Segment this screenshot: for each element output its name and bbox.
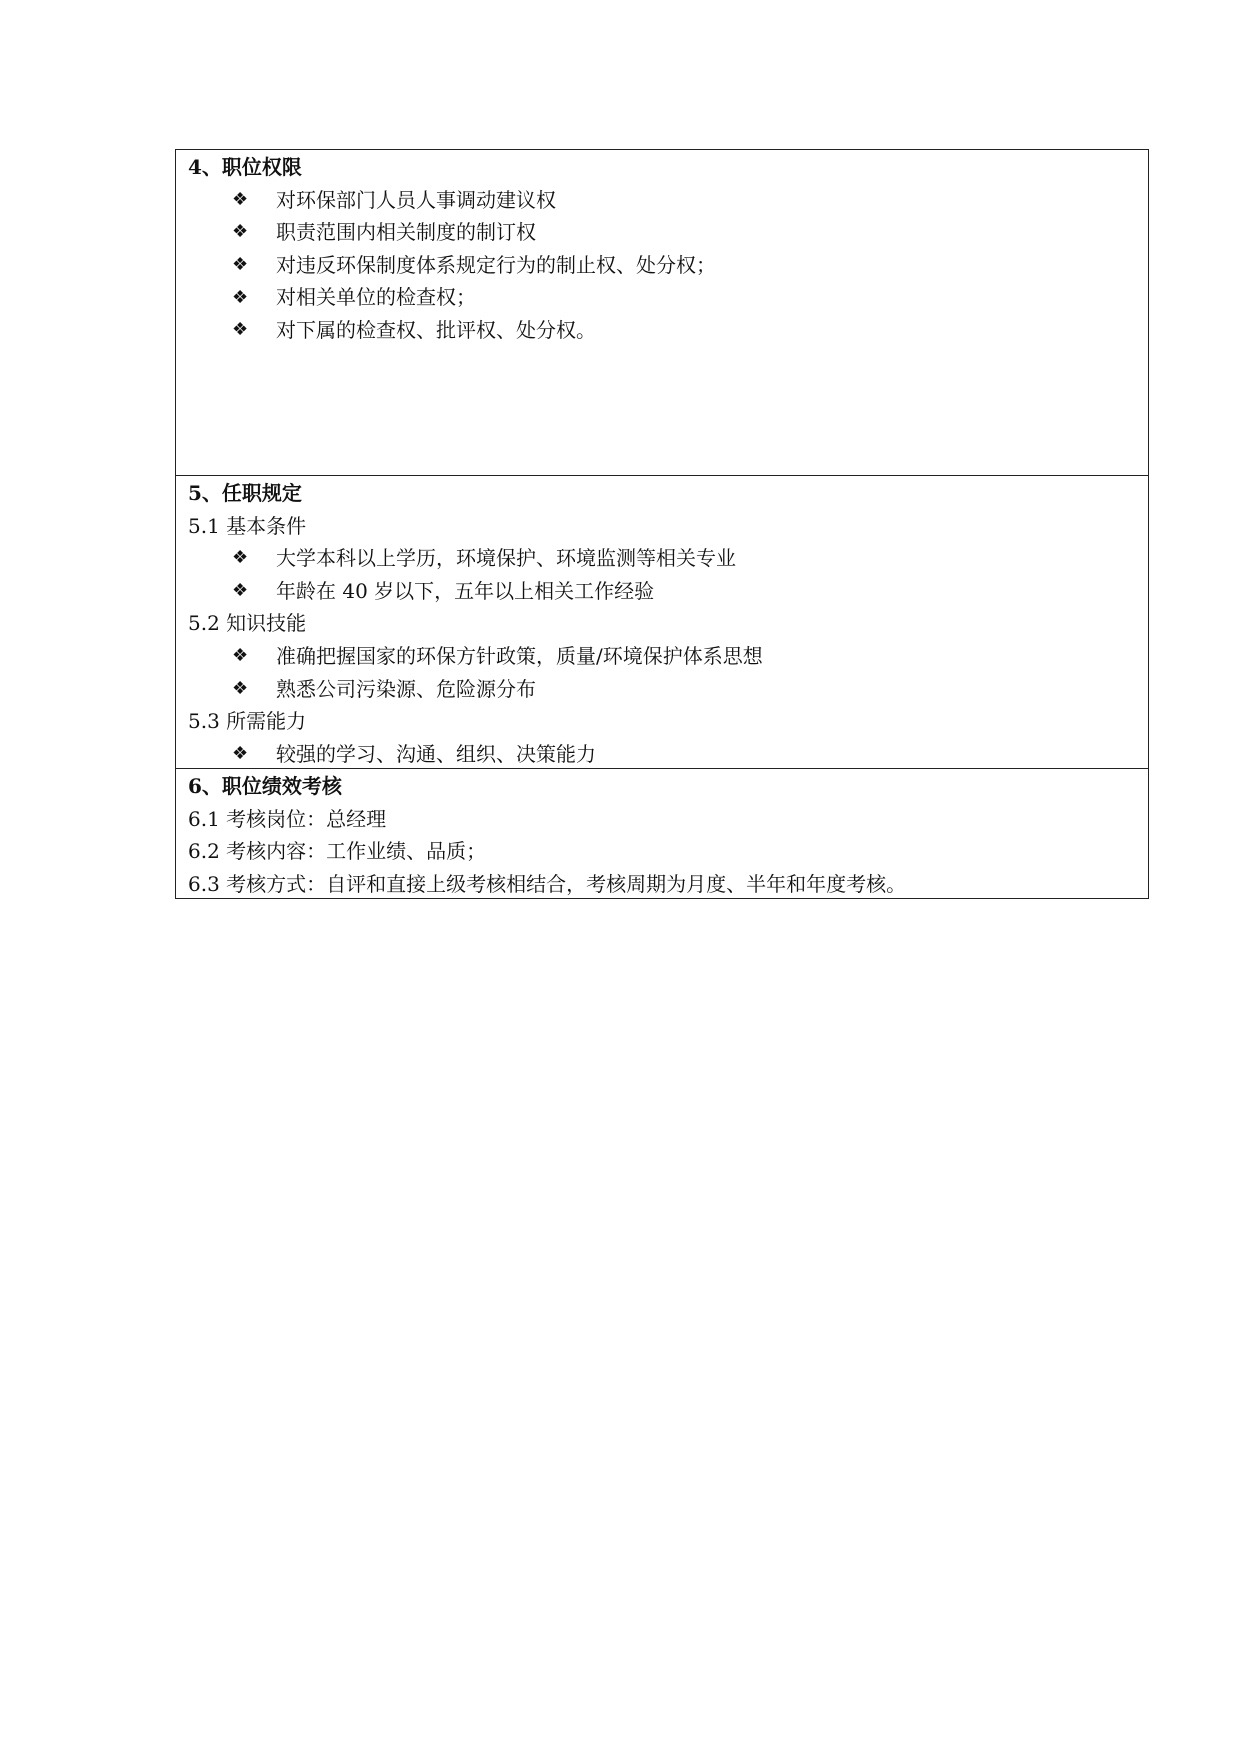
diamond-bullet-icon: ❖ bbox=[232, 677, 249, 699]
list-item bbox=[188, 575, 1148, 608]
diamond-bullet-icon: ❖ bbox=[232, 580, 249, 602]
list-item-text: 对下属的检查权、批评权、处分权。 bbox=[276, 317, 596, 342]
diamond-bullet-icon: ❖ bbox=[232, 188, 249, 210]
subsection-label: 5.3 所需能力 bbox=[188, 709, 307, 734]
list-item-text: 对环保部门人员人事调动建议权 bbox=[276, 187, 556, 212]
list-item-text: 大学本科以上学历，环境保护、环境监测等相关专业 bbox=[276, 546, 736, 571]
review-line: 6.2 考核内容：工作业绩、品质； bbox=[188, 839, 487, 864]
list-item bbox=[188, 542, 1148, 575]
diamond-bullet-icon: ❖ bbox=[232, 254, 249, 276]
section-title: 5、任职规定 bbox=[188, 481, 302, 505]
list-item-text: 年龄在 40 岁以下，五年以上相关工作经验 bbox=[276, 578, 655, 603]
list-item bbox=[188, 738, 1148, 771]
list-item bbox=[188, 281, 1148, 314]
diamond-bullet-icon: ❖ bbox=[232, 547, 249, 569]
review-line: 6.1 考核岗位：总经理 bbox=[188, 806, 387, 831]
section-title: 6、职位绩效考核 bbox=[188, 774, 342, 798]
list-item-text: 对相关单位的检查权； bbox=[276, 285, 476, 310]
list-item bbox=[188, 673, 1148, 706]
diamond-bullet-icon: ❖ bbox=[232, 221, 249, 243]
list-item bbox=[188, 640, 1148, 673]
section-position-authority bbox=[176, 150, 1148, 475]
diamond-bullet-icon: ❖ bbox=[232, 645, 249, 667]
section-performance-review bbox=[176, 768, 1148, 898]
section-title: 4、职位权限 bbox=[188, 155, 302, 179]
diamond-bullet-icon: ❖ bbox=[232, 743, 249, 765]
list-item bbox=[188, 184, 1148, 217]
list-item-text: 准确把握国家的环保方针政策，质量/环境保护体系思想 bbox=[276, 643, 763, 668]
list-item-text: 职责范围内相关制度的制订权 bbox=[276, 220, 536, 245]
list-item-text: 较强的学习、沟通、组织、决策能力 bbox=[276, 741, 596, 766]
diamond-bullet-icon: ❖ bbox=[232, 319, 249, 341]
list-item-text: 对违反环保制度体系规定行为的制止权、处分权； bbox=[276, 252, 716, 277]
list-item-text: 熟悉公司污染源、危险源分布 bbox=[276, 676, 536, 701]
list-item bbox=[188, 249, 1148, 282]
subsection-label: 5.2 知识技能 bbox=[188, 611, 307, 636]
diamond-bullet-icon: ❖ bbox=[232, 286, 249, 308]
job-description-table bbox=[175, 149, 1149, 899]
section-job-requirements bbox=[176, 475, 1148, 768]
list-item bbox=[188, 216, 1148, 249]
review-line: 6.3 考核方式：自评和直接上级考核相结合，考核周期为月度、半年和年度考核。 bbox=[188, 871, 907, 896]
list-item bbox=[188, 314, 1148, 347]
subsection-label: 5.1 基本条件 bbox=[188, 513, 307, 538]
